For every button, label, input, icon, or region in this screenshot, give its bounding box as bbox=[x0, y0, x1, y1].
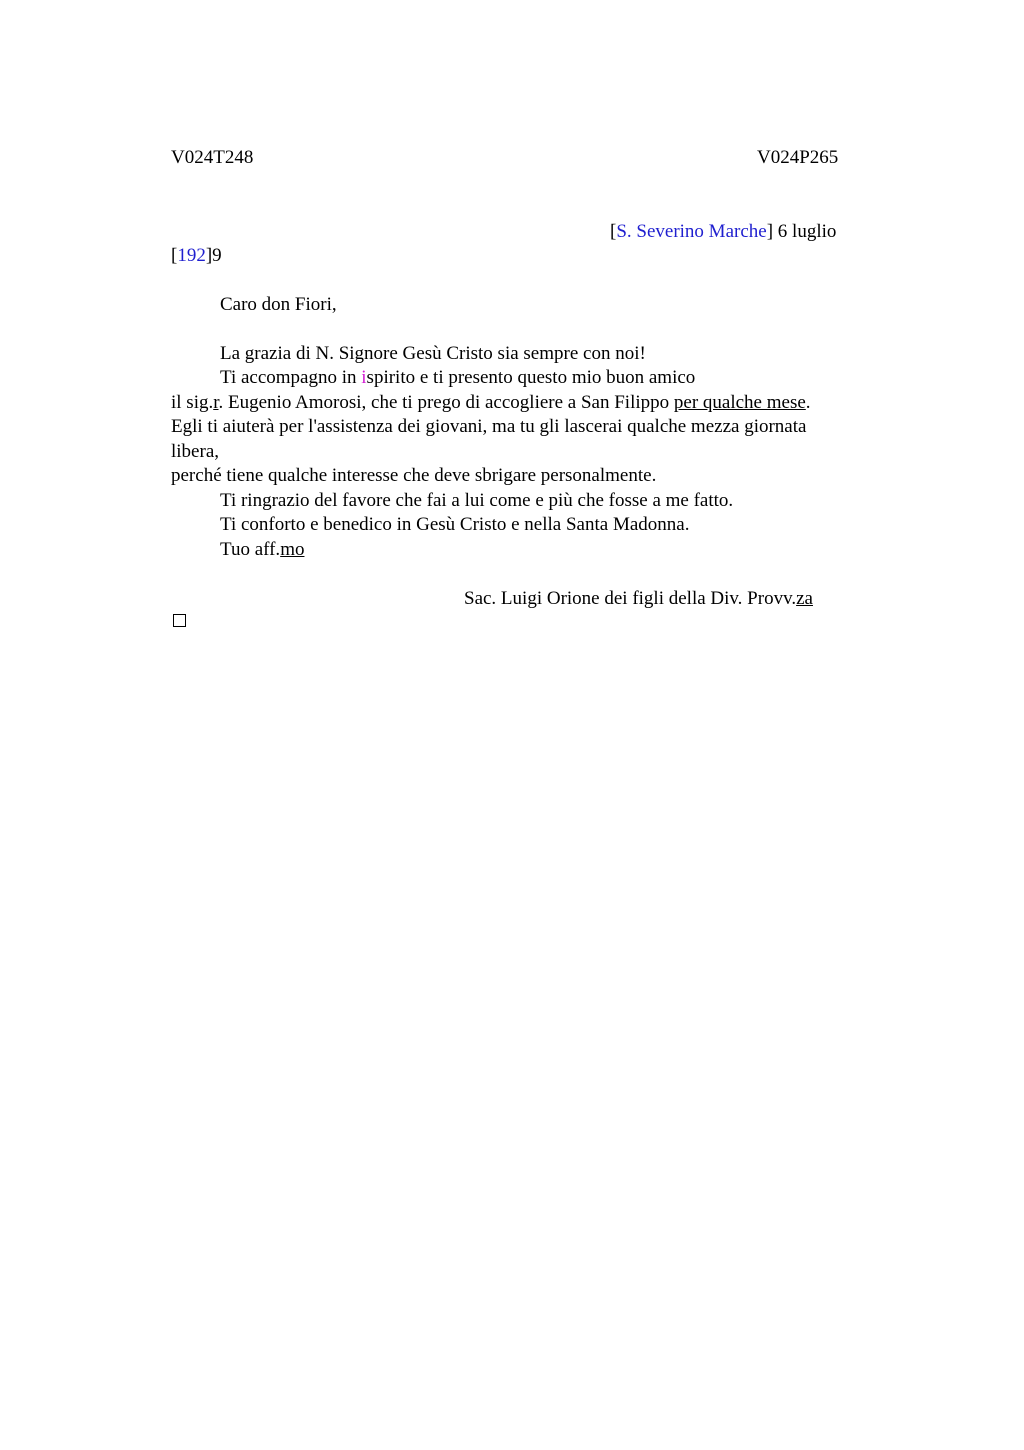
body-line-3-text-c: . Eugenio Amorosi, che ti prego di accogliere a San Filippo bbox=[218, 392, 674, 413]
year-suffix: 9 bbox=[212, 245, 222, 266]
body-line-2-text-a: Ti accompagno in bbox=[220, 367, 362, 388]
closing-abbrev: mo bbox=[280, 539, 305, 560]
checkbox-icon[interactable] bbox=[173, 614, 186, 627]
dateline-bracket-close: ] bbox=[766, 221, 774, 242]
body-line-3 bbox=[171, 391, 811, 415]
body-line-3-text-a: il sig. bbox=[171, 392, 214, 413]
signature-text: Sac. Luigi Orione dei figli della Div. Provv. bbox=[464, 588, 797, 609]
dateline-year bbox=[171, 244, 222, 268]
closing-text: Tuo aff. bbox=[220, 539, 281, 560]
body-line-3-underlined: per qualche mese bbox=[673, 392, 806, 413]
signature-abbrev: za bbox=[796, 588, 813, 609]
body-line-3-text-e: . bbox=[805, 392, 811, 413]
closing bbox=[220, 538, 304, 562]
body-line-2-correction: i bbox=[361, 367, 367, 388]
signature bbox=[464, 587, 813, 611]
dateline-bracket-open: [ bbox=[610, 221, 617, 242]
body-line-2 bbox=[220, 366, 695, 390]
salutation: Caro don Fiori, bbox=[220, 294, 337, 315]
body-line-7: Ti ringrazio del favore che fai a lui come e più che fosse a me fatto. bbox=[220, 490, 734, 511]
dateline-date: 6 luglio bbox=[773, 221, 837, 242]
document-code-left: V024T248 bbox=[171, 147, 254, 168]
year-bracket-close: ] bbox=[205, 245, 213, 266]
year-prefix: 192 bbox=[177, 245, 206, 266]
document-code-right: V024P265 bbox=[757, 147, 839, 168]
body-line-8: Ti conforto e benedico in Gesù Cristo e nella Santa Madonna. bbox=[220, 514, 690, 535]
year-bracket-open: [ bbox=[171, 245, 178, 266]
body-line-5: libera, bbox=[171, 441, 220, 462]
body-line-4: Egli ti aiuterà per l'assistenza dei giovani, ma tu gli lascerai qualche mezza giornata bbox=[171, 416, 807, 437]
dateline-place: S. Severino Marche bbox=[616, 221, 767, 242]
body-line-2-text-c: spirito e ti presento questo mio buon amico bbox=[366, 367, 696, 388]
body-line-6: perché tiene qualche interesse che deve sbrigare personalmente. bbox=[171, 465, 657, 486]
body-line-1: La grazia di N. Signore Gesù Cristo sia sempre con noi! bbox=[220, 343, 646, 364]
body-line-3-superscript: r bbox=[213, 392, 219, 413]
dateline bbox=[610, 220, 836, 244]
